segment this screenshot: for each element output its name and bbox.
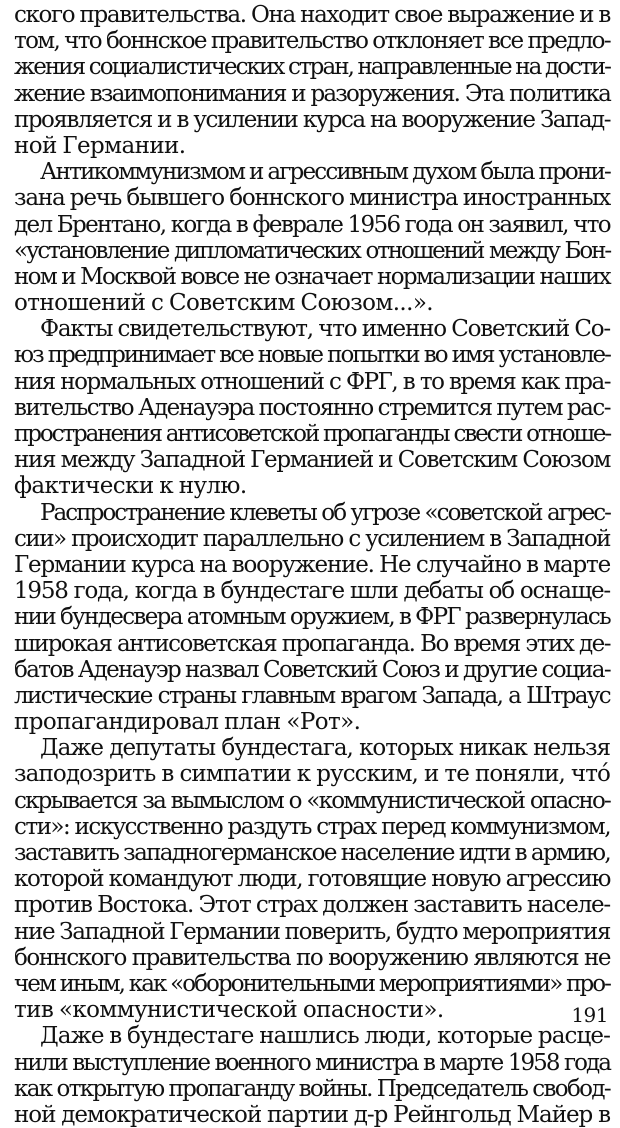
text-line: ном и Москвой вовсе не означает нормализации наших bbox=[14, 263, 610, 290]
text-line: жение взаимопонимания и разоружения. Эта политика bbox=[14, 80, 610, 107]
text-line: батов Аденауэр назвал Советский Союз и другие социа- bbox=[14, 656, 610, 683]
text-line: широкая антисоветская пропаганда. Во время этих де- bbox=[14, 630, 610, 657]
text-line: вительство Аденауэра постоянно стремится путем рас- bbox=[14, 394, 610, 421]
text-line: проявляется и в усилении курса на вооружение Запад- bbox=[14, 106, 610, 133]
text-line: 1958 года, когда в бундестаге шли дебаты об оснаще- bbox=[14, 578, 610, 605]
text-line: нили выступление военного министра в марте 1958 года bbox=[14, 1049, 610, 1076]
text-line: дел Брентано, когда в феврале 1956 года он заявил, что bbox=[14, 211, 610, 238]
text-line: Распространение клеветы об угрозе «советской агрес- bbox=[40, 499, 610, 526]
text-line: ной Германии. bbox=[14, 132, 186, 159]
text-line: листические страны главным врагом Запада, а Штраус bbox=[14, 682, 610, 709]
text-line: боннского правительства по вооружению являются не bbox=[14, 944, 610, 971]
text-line: сти»: искусственно раздуть страх перед коммунизмом, bbox=[14, 813, 610, 840]
text-line: скрывается за вымыслом о «коммунистической опасно- bbox=[14, 787, 610, 814]
text-line: ной демократической партии д-р Рейнгольд Майер в bbox=[14, 1101, 610, 1128]
page-number: 191 bbox=[571, 1003, 608, 1027]
text-line: Германии курса на вооружение. Не случайно в марте bbox=[14, 551, 610, 578]
text-line: ние Западной Германии поверить, будто мероприятия bbox=[14, 918, 610, 945]
book-page-text bbox=[14, 2, 610, 1128]
text-line: которой командуют люди, готовящие новую агрессию bbox=[14, 866, 610, 893]
text-line: Даже депутаты бундестага, которых никак нельзя bbox=[40, 735, 610, 762]
text-line: ния нормальных отношений с ФРГ, в то время как пра- bbox=[14, 368, 610, 395]
text-line: отношений с Советским Союзом...». bbox=[14, 290, 434, 317]
text-line: заставить западногерманское население идти в армию, bbox=[14, 840, 610, 866]
text-line: Антикоммунизмом и агрессивным духом была прони- bbox=[40, 159, 610, 186]
text-line: заподозрить в симпатии к русским, и те поняли, что́ bbox=[14, 761, 610, 788]
text-line: Даже в бундестаге нашлись люди, которые расце- bbox=[40, 1023, 610, 1050]
text-line: пространения антисоветской пропаганды свести отноше- bbox=[14, 421, 610, 447]
text-line: юз предпринимает все новые попытки во имя установле- bbox=[14, 342, 610, 369]
text-line: том, что боннское правительство отклоняет все предло- bbox=[14, 28, 610, 55]
text-line: «установление дипломатических отношений между Бон- bbox=[14, 237, 610, 264]
text-line: фактически к нулю. bbox=[14, 473, 247, 500]
text-line: тив «коммунистической опасности». bbox=[14, 997, 444, 1024]
text-line: ского правительства. Она находит свое выражение и в bbox=[14, 2, 610, 28]
text-line: жения социалистических стран, направленные на дости- bbox=[14, 54, 610, 81]
text-line: как открытую пропаганду войны. Председатель свобод- bbox=[14, 1075, 610, 1102]
text-line: против Востока. Этот страх должен заставить населе- bbox=[14, 892, 610, 919]
text-line: зана речь бывшего боннского министра иностранных bbox=[14, 185, 610, 212]
text-line: нии бундесвера атомным оружием, в ФРГ развернулась bbox=[14, 604, 610, 631]
text-line: Факты свидетельствуют, что именно Советский Со- bbox=[40, 316, 610, 343]
text-line: чем иным, как «оборонительными мероприятиями» про- bbox=[14, 970, 610, 997]
text-line: пропагандировал план «Рот». bbox=[14, 709, 361, 736]
text-line: сии» происходит параллельно с усилением в Западной bbox=[14, 525, 610, 552]
text-line: ния между Западной Германией и Советским Союзом bbox=[14, 447, 610, 474]
